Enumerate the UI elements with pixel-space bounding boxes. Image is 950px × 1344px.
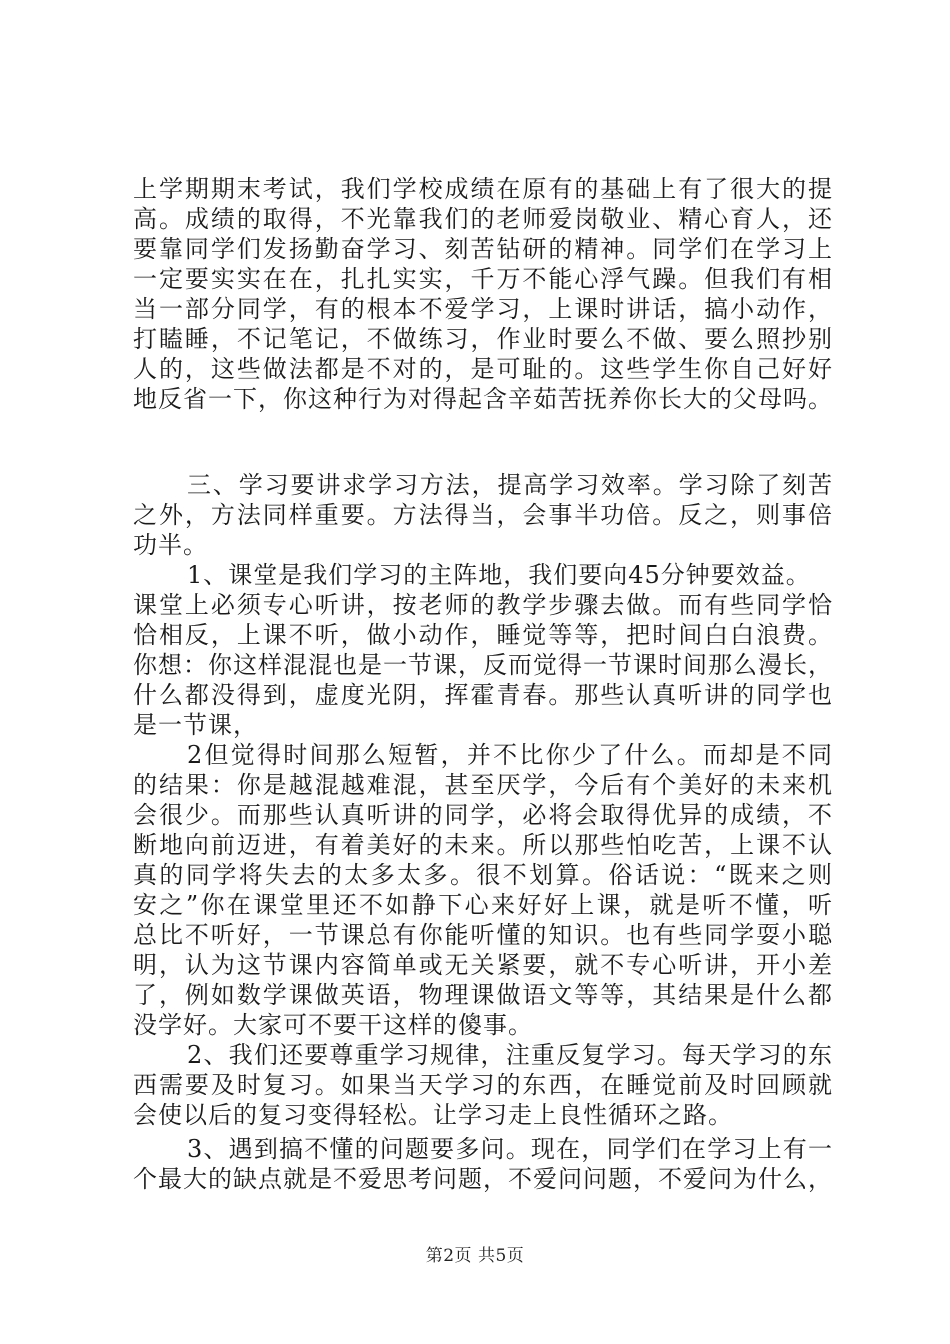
text-line: 课堂上必须专心听讲，按老师的教学步骤去做。而有些同学恰 bbox=[133, 591, 833, 619]
text-line: 安之”你在课堂里还不如静下心来好好上课，就是听不懂，听 bbox=[133, 891, 833, 919]
text-line: 总比不听好，一节课总有你能听懂的知识。也有些同学耍小聪 bbox=[133, 921, 833, 949]
text-line: 会使以后的复习变得轻松。让学习走上良性循环之路。 bbox=[133, 1101, 733, 1129]
text-line: 当一部分同学，有的根本不爱学习，上课时讲话，搞小动作， bbox=[133, 295, 833, 323]
text-line: 高。成绩的取得，不光靠我们的老师爱岗敬业、精心育人，还 bbox=[133, 205, 833, 233]
paragraph-spacer bbox=[133, 414, 833, 470]
text-line: 没学好。大家可不要干这样的傻事。 bbox=[133, 1011, 533, 1039]
text-line: 人的，这些做法都是不对的，是可耻的。这些学生你自己好好 bbox=[133, 355, 833, 383]
paragraph-review-rules bbox=[133, 1040, 833, 1130]
text-line: 什么都没得到，虚度光阴，挥霍青春。那些认真听讲的同学也 bbox=[133, 681, 833, 709]
text-line: 地反省一下，你这种行为对得起含辛茹苦抚养你长大的父母吗。 bbox=[133, 385, 833, 413]
document-body bbox=[133, 174, 833, 1194]
text-line: 打瞌睡，不记笔记，不做练习，作业时要么不做、要么照抄别 bbox=[133, 325, 833, 353]
text-line: 三、学习要讲求学习方法，提高学习效率。学习除了刻苦 bbox=[187, 471, 833, 499]
text-line: 要靠同学们发扬勤奋学习、刻苦钻研的精神。同学们在学习上 bbox=[133, 235, 833, 263]
page-number-footer: 第2页 共5页 bbox=[425, 1246, 525, 1266]
paragraph-intro-achievements bbox=[133, 174, 833, 414]
text-line: 断地向前迈进，有着美好的未来。所以那些怕吃苦，上课不认 bbox=[133, 831, 833, 859]
text-line: 恰相反，上课不听，做小动作，睡觉等等，把时间白白浪费。 bbox=[133, 621, 833, 649]
text-line: 2、我们还要尊重学习规律，注重反复学习。每天学习的东 bbox=[187, 1041, 833, 1069]
text-line: 你想：你这样混混也是一节课，反而觉得一节课时间那么漫长， bbox=[133, 651, 833, 679]
text-line: 个最大的缺点就是不爱思考问题，不爱问问题，不爱问为什么， bbox=[133, 1165, 833, 1193]
text-line: 之外，方法同样重要。方法得当，会事半功倍。反之，则事倍 bbox=[133, 501, 833, 529]
text-line: 的结果：你是越混越难混，甚至厌学，今后有个美好的未来机 bbox=[133, 771, 833, 799]
text-line: 3、遇到搞不懂的问题要多问。现在，同学们在学习上有一 bbox=[187, 1135, 833, 1163]
paragraph-ask-questions bbox=[133, 1134, 833, 1194]
text-line: 上学期期末考试，我们学校成绩在原有的基础上有了很大的提 bbox=[133, 175, 833, 203]
text-line: 明，认为这节课内容简单或无关紧要，就不专心听讲，开小差 bbox=[133, 951, 833, 979]
text-line: 功半。 bbox=[133, 531, 208, 559]
text-line: 2但觉得时间那么短暂，并不比你少了什么。而却是不同 bbox=[187, 741, 833, 769]
text-line: 真的同学将失去的太多太多。很不划算。俗话说：“既来之则 bbox=[133, 861, 833, 889]
text-line: 是一节课， bbox=[133, 711, 258, 739]
text-line: 西需要及时复习。如果当天学习的东西，在睡觉前及时回顾就 bbox=[133, 1071, 833, 1099]
text-line: 1、课堂是我们学习的主阵地，我们要向45分钟要效益。 bbox=[187, 561, 811, 589]
paragraph-point-one bbox=[133, 560, 833, 740]
paragraph-point-two-cont bbox=[133, 740, 833, 1040]
text-line: 了，例如数学课做英语，物理课做语文等等，其结果是什么都 bbox=[133, 981, 833, 1009]
text-line: 会很少。而那些认真听讲的同学，必将会取得优异的成绩，不 bbox=[133, 801, 833, 829]
text-line: 一定要实实在在，扎扎实实，千万不能心浮气躁。但我们有相 bbox=[133, 265, 833, 293]
paragraph-section-three bbox=[133, 470, 833, 560]
